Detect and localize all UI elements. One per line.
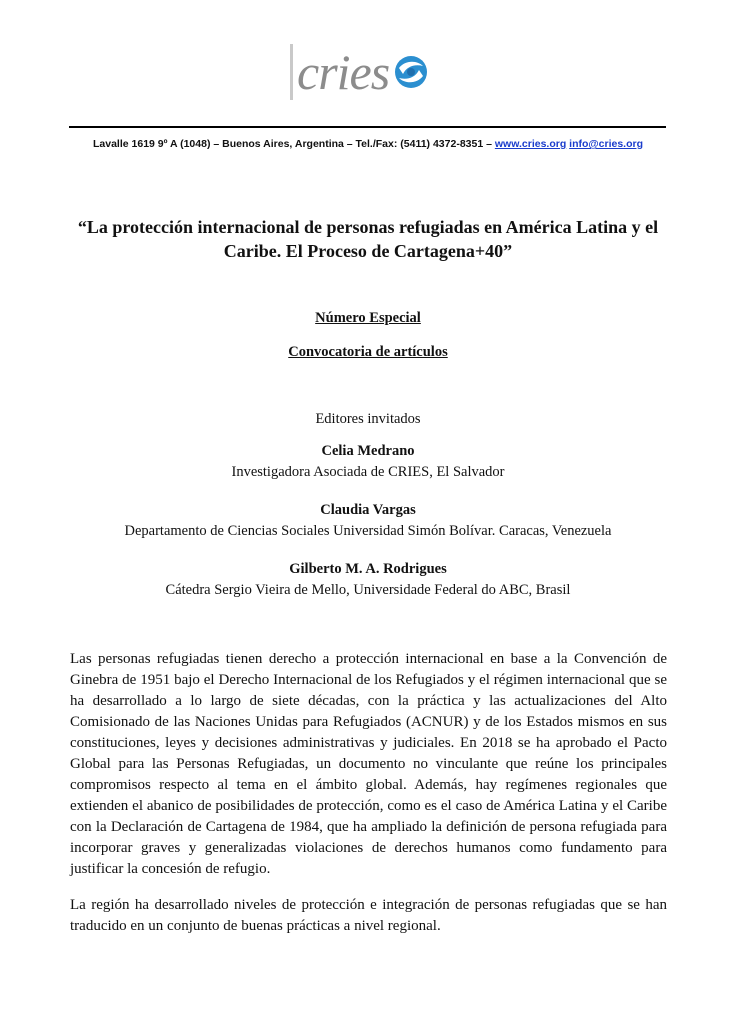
special-issue-label: Número Especial	[315, 310, 421, 326]
body-paragraph: La región ha desarrollado niveles de protección e integración de personas refugiadas que se han traducido en un conjunto de buenas prácticas a nivel regional.	[70, 897, 667, 934]
logo-divider	[290, 44, 293, 100]
contact-address	[0, 138, 736, 150]
address-text: Lavalle 1619 9º A (1048) – Buenos Aires, Argentina – Tel./Fax: (5411) 4372-8351 –	[92, 138, 495, 150]
editor-name: Gilberto M. A. Rodrigues	[289, 561, 447, 577]
globe-swirl-icon	[393, 54, 429, 90]
editor-name: Claudia Vargas	[320, 502, 416, 518]
editor-affiliation: Cátedra Sergio Vieira de Mello, Universidade Federal do ABC, Brasil	[165, 582, 571, 598]
header-rule	[69, 126, 666, 128]
editor-name: Celia Medrano	[321, 443, 415, 459]
logo-text: cries	[297, 44, 390, 100]
email-link[interactable]: info@cries.org	[569, 138, 644, 150]
body-paragraph: Las personas refugiadas tienen derecho a protección internacional en base a la Convención de Ginebra de 1951 bajo el Derecho Internacional de los Refugiados y el régimen internacional que se ha desarrollado a lo largo de siete décadas, con la práctica y las actualizaciones del Alto Comisionado de las Naciones Unidas para Refugiados (ACNUR) y de los Estados mismos en sus constituciones, leyes y decisiones administrativas y judiciales. En 2018 se ha aprobado el Pacto Global para las Personas Refugiadas, un documento no vinculante que reúne los principales compromisos respecto al tema en el ámbito global. Además, hay regímenes regionales que extienden el abanico de posibilidades de protección, como es el caso de América Latina y el Caribe con la Declaración de Cartagena de 1984, que ha ampliado la definición de persona refugiada para incorporar graves y generalizadas violaciones de derechos humanos como fundamento para justificar la concesión de refugio.	[70, 651, 667, 877]
editors-heading: Editores invitados	[315, 411, 421, 427]
editor-affiliation: Departamento de Ciencias Sociales Universidad Simón Bolívar. Caracas, Venezuela	[124, 523, 612, 539]
website-link[interactable]: www.cries.org	[494, 138, 567, 150]
cries-logo	[290, 42, 442, 102]
call-for-papers-label: Convocatoria de artículos	[288, 344, 448, 360]
document-title: “La protección internacional de personas refugiadas en América Latina y el Caribe. El Proceso de Cartagena+40”	[77, 217, 659, 261]
editor-affiliation: Investigadora Asociada de CRIES, El Salvador	[231, 464, 505, 480]
